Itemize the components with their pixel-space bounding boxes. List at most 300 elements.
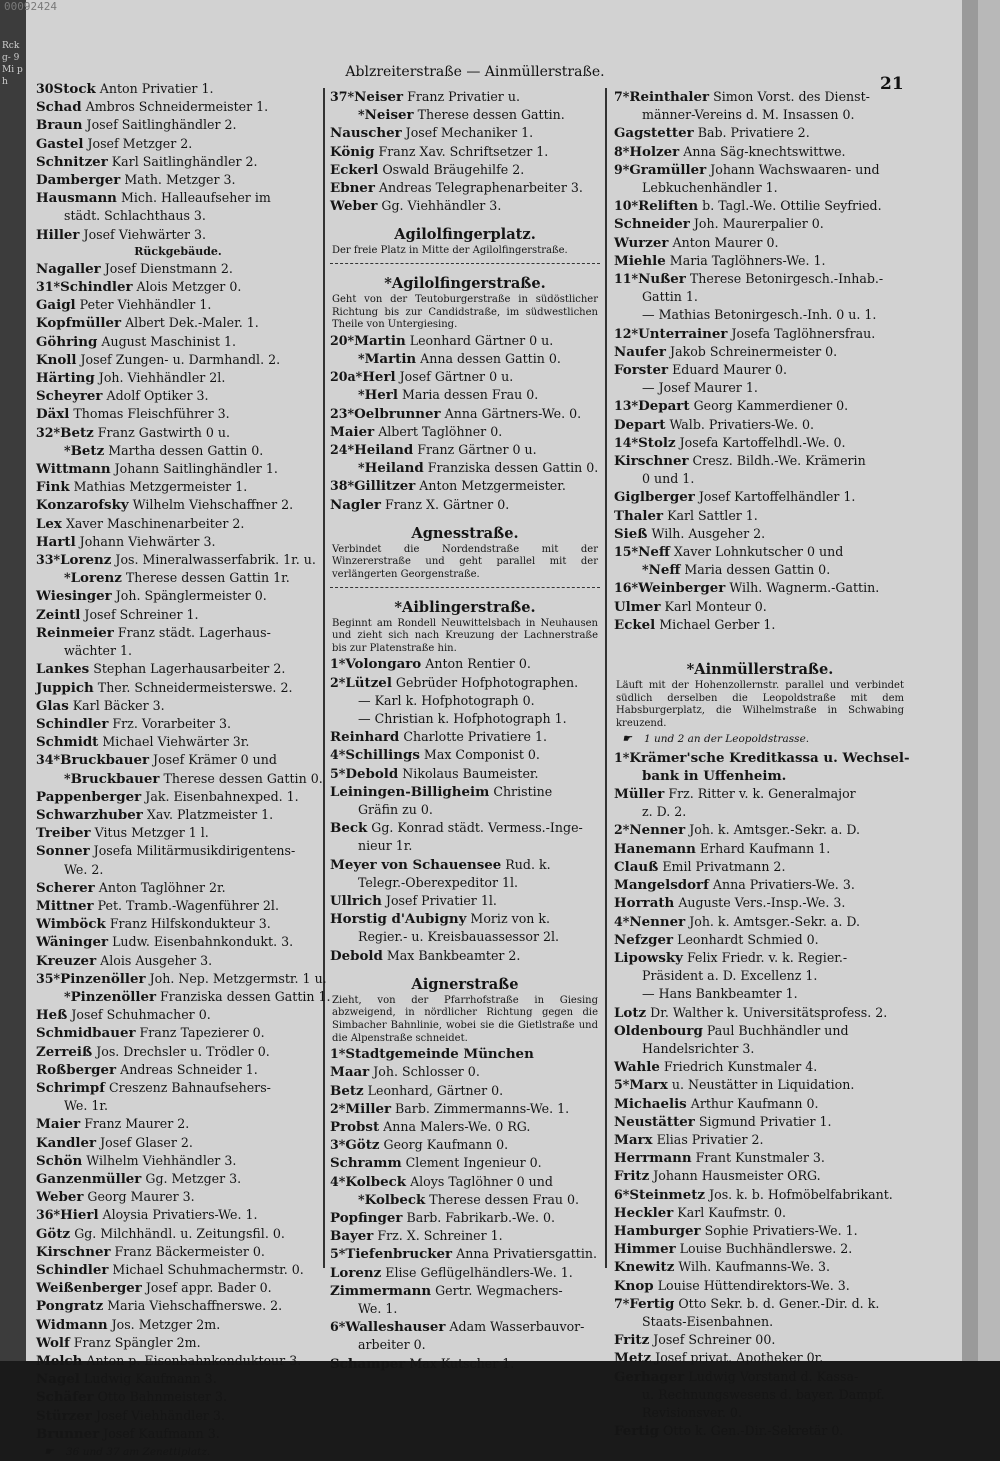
entry-surname: Schramm — [330, 1155, 402, 1172]
entry-details: Josef Krämer 0 und — [153, 752, 277, 768]
entry-details: Jos. Metzger 2m. — [111, 1316, 221, 1332]
entry-details: Joh. Nep. Metzgermstr. 1 u. — [149, 970, 327, 986]
entry-continuation: Regier.- u. Kreisbauassessor 2l. — [358, 929, 560, 945]
list-item — [36, 1024, 320, 1042]
entry-details: Therese dessen Frau 0. — [429, 1191, 580, 1207]
entry-surname: Neustätter — [614, 1113, 695, 1130]
list-item — [330, 1245, 600, 1263]
house-number: 7* — [614, 89, 630, 104]
list-item — [330, 1063, 600, 1081]
list-item — [330, 1282, 600, 1300]
house-number: 8* — [614, 143, 630, 159]
house-number: 35* — [36, 970, 61, 986]
list-item — [330, 1355, 600, 1373]
entry-surname: Götz — [345, 1137, 380, 1154]
list-item — [330, 746, 600, 764]
list-item — [614, 931, 906, 949]
entry-surname: Nußer — [638, 271, 686, 288]
entry-surname: Beck — [330, 820, 368, 837]
entry-continuation: We. 1. — [358, 1301, 398, 1317]
entry-surname: Neff — [648, 562, 681, 579]
entry-details: Therese dessen Gattin 0. — [163, 770, 323, 786]
entry-details: Georg Maurer 3. — [87, 1189, 195, 1205]
list-item — [614, 488, 906, 506]
list-item — [330, 441, 600, 459]
entry-details: Nikolaus Baumeister. — [402, 765, 539, 781]
list-item: — Karl k. Hofphotograph 0. — [358, 692, 535, 708]
entry-list — [614, 749, 910, 1441]
entry-surname: Heiland — [364, 460, 424, 477]
entry-surname: Naufer — [614, 343, 666, 360]
list-item — [614, 598, 906, 616]
house-number: 30 — [36, 81, 54, 96]
entry-details: Joh. Spänglermeister 0. — [115, 588, 267, 604]
entry-details: Jos. Mineralwasserfabrik. 1r. u. — [115, 552, 316, 568]
entry-details: Josef Schreiner 00. — [653, 1332, 776, 1348]
entry-list — [330, 88, 600, 215]
entry-surname: Himmer — [614, 1241, 676, 1258]
entry-surname: Lützel — [345, 674, 392, 691]
list-item — [614, 1149, 906, 1167]
list-item — [36, 515, 320, 533]
entry-continuation: nieur 1r. — [358, 838, 413, 854]
entry-details: Vitus Metzger 1 l. — [94, 825, 209, 841]
running-head: Ablzreiterstraße — Ainmüllerstraße. — [345, 64, 605, 80]
list-item — [36, 278, 320, 296]
list-item — [614, 361, 906, 379]
entry-details: Franz städt. Lagerhaus- — [117, 624, 271, 640]
list-item — [36, 424, 320, 442]
list-item — [330, 910, 600, 928]
entry-details: Walb. Privatiers-We. 0. — [669, 416, 815, 432]
entry-surname: Probst — [330, 1119, 380, 1136]
entry-surname: Schneider — [614, 216, 690, 233]
entry-surname: Hierl — [60, 1207, 99, 1224]
entry-surname: Damberger — [36, 172, 121, 189]
entry-surname: Zeintl — [36, 606, 81, 623]
entry-details: Johann Viehwärter 3. — [79, 533, 216, 549]
list-item — [330, 1264, 600, 1282]
entry-surname: Heiland — [354, 442, 414, 459]
entry-details: Anton Maurer 0. — [672, 234, 779, 250]
entry-details: Felix Friedr. v. k. Regier.- — [686, 949, 848, 965]
entry-details: Josef Privatier 1l. — [385, 893, 497, 909]
list-item — [614, 343, 906, 361]
entry-details: Franziska dessen Gattin 1. — [160, 988, 331, 1004]
list-item — [614, 543, 906, 561]
house-number: 20a* — [330, 369, 363, 385]
entry-surname: Kopfmüller — [36, 315, 122, 332]
entry-surname: Konzarofsky — [36, 497, 129, 514]
entry-surname: Fritz — [614, 1168, 650, 1185]
list-item — [36, 1152, 320, 1170]
entry-details: Adolf Optiker 3. — [106, 388, 209, 404]
list-item — [36, 478, 320, 496]
entry-details: Frz. X. Schreiner 1. — [377, 1228, 503, 1244]
section-heading-agilolfingerstrasse: *Agilolfingerstraße. — [384, 275, 546, 293]
entry-details: Gg. Konrad städt. Vermess.-Inge- — [371, 820, 583, 836]
entry-surname: Steinmetz — [629, 1186, 706, 1203]
list-item — [330, 947, 600, 965]
entry-continuation: Revisionsver. 0. — [642, 1404, 742, 1420]
entry-surname: Neff — [638, 544, 670, 561]
entry-surname: Schäfer — [36, 1389, 94, 1406]
entry-details: Anton p. Eisenbahnkondukteur 3. — [86, 1353, 302, 1369]
entry-surname: Walleshauser — [345, 1319, 446, 1336]
entry-surname: Depart — [614, 416, 666, 433]
house-number: 31* — [36, 279, 61, 295]
entry-surname: Wahle — [614, 1059, 660, 1076]
house-number: * — [358, 1191, 365, 1207]
list-item — [330, 655, 600, 673]
entry-surname: Neiser — [364, 107, 414, 124]
list-item — [614, 1258, 906, 1276]
list-item — [330, 1318, 600, 1336]
house-number: 5* — [614, 1077, 630, 1093]
entry-continuation: bank in Uffenheim. — [642, 767, 787, 784]
entry-surname: Maier — [330, 423, 375, 440]
list-item — [36, 551, 320, 569]
entry-details: Dr. Walther k. Universitätsprofess. 2. — [650, 1004, 888, 1020]
pointing-hand-icon: ☛ — [622, 732, 632, 746]
house-number: 24* — [330, 442, 355, 458]
entry-surname: Reinhard — [330, 729, 400, 746]
list-item — [614, 1277, 906, 1295]
list-item — [36, 1425, 320, 1443]
entry-details: Josef Glaser 2. — [100, 1134, 193, 1150]
list-item — [36, 897, 320, 915]
entry-details: Eduard Maurer 0. — [672, 362, 788, 378]
entry-details: Anna Gärtners-We. 0. — [444, 405, 582, 421]
entry-details: Anna dessen Gattin 0. — [420, 351, 561, 366]
entry-details: Josef Viehwärter 3. — [83, 226, 207, 242]
entry-continuation: Präsident a. D. Excellenz 1. — [642, 968, 818, 984]
list-item — [614, 1167, 906, 1185]
entry-surname: Gramüller — [629, 161, 707, 178]
list-item — [36, 751, 320, 769]
entry-surname: Schrimpf — [36, 1079, 105, 1096]
house-number: 14* — [614, 434, 639, 450]
list-item — [614, 215, 906, 233]
list-item — [36, 1279, 320, 1297]
list-item — [614, 1240, 906, 1258]
house-number: 38* — [330, 478, 355, 494]
entry-surname: Wiesinger — [36, 588, 112, 605]
entry-surname: Lorenz — [330, 1264, 382, 1281]
entry-details: Peter Viehhändler 1. — [79, 297, 212, 313]
entry-surname: Ganzenmüller — [36, 1170, 142, 1187]
entry-details: Alois Metzger 0. — [136, 279, 242, 295]
section-heading-aiblingerstrasse: *Aiblingerstraße. — [394, 598, 536, 616]
house-number: 37* — [330, 89, 355, 104]
house-number: * — [358, 387, 365, 403]
entry-surname: Gillitzer — [354, 478, 416, 495]
entry-continuation: Gattin 1. — [642, 289, 698, 305]
entry-surname: König — [330, 143, 375, 160]
entry-details: Frz. Ritter v. k. Generalmajor — [668, 786, 856, 802]
entry-details: Anna Säg-knechtswittwe. — [683, 143, 846, 159]
section-heading-agilolfingerplatz: Agilolfingerplatz. — [394, 226, 536, 244]
entry-surname: Gagstetter — [614, 125, 694, 142]
footnote — [36, 1443, 320, 1461]
entry-surname: Oldenbourg — [614, 1022, 703, 1039]
list-item — [36, 1370, 320, 1388]
entry-details: Josef Viehhändler 3. — [95, 1407, 225, 1423]
house-number: * — [64, 988, 71, 1004]
house-number: * — [64, 570, 71, 586]
entry-surname: Holzer — [629, 143, 680, 160]
entry-details: Josef Zungen- u. Darmhandl. 2. — [80, 351, 281, 367]
house-number: 34* — [36, 752, 61, 768]
entry-surname: Forster — [614, 362, 669, 379]
entry-surname: Hamburger — [614, 1222, 701, 1239]
entry-surname: Lorenz — [60, 552, 112, 569]
list-item — [330, 1154, 600, 1172]
entry-surname: Ebner — [330, 180, 375, 197]
list-item — [330, 1191, 600, 1209]
list-item — [614, 525, 906, 543]
list-item — [330, 332, 600, 350]
house-number: 23* — [330, 405, 355, 421]
entry-surname: Scheyrer — [36, 388, 103, 405]
entry-details: Barb. Zimmermanns-We. 1. — [395, 1100, 570, 1116]
entry-surname: Mittner — [36, 897, 94, 914]
entry-details: Sophie Privatiers-We. 1. — [704, 1222, 858, 1238]
entry-surname: Stolz — [638, 434, 676, 451]
list-item — [36, 587, 320, 605]
house-number: 1* — [614, 749, 630, 765]
house-number: 6* — [614, 1186, 630, 1202]
list-item — [330, 728, 600, 746]
entry-details: Max Kutscher 1. — [409, 1355, 515, 1371]
column-divider — [323, 88, 325, 1268]
entry-details: August Maschinist 1. — [101, 333, 237, 349]
entry-surname: Fertig — [629, 1295, 675, 1312]
entry-details: Franz Tapezierer 0. — [139, 1025, 265, 1041]
entry-details: Mathias Metzgermeister 1. — [73, 479, 248, 495]
list-item — [330, 106, 600, 124]
house-number: 2* — [330, 674, 346, 690]
entry-details: Joh. Viehhändler 2l. — [98, 370, 226, 386]
entry-details: Sigmund Privatier 1. — [698, 1113, 832, 1129]
entry-surname: Schillings — [345, 747, 420, 764]
entry-surname: Widmann — [36, 1316, 108, 1333]
entry-details: Frant Kunstmaler 3. — [695, 1150, 825, 1166]
entry-surname: Volongaro — [345, 656, 422, 673]
list-item — [614, 1422, 906, 1440]
entry-continuation: Handelsrichter 3. — [642, 1040, 755, 1056]
entry-continuation: wächter 1. — [64, 643, 133, 659]
entry-surname: Eckerl — [330, 161, 379, 178]
entry-details: Karl Sattler 1. — [667, 507, 758, 523]
entry-surname: Ulmer — [614, 598, 661, 615]
entry-surname: Weinberger — [638, 580, 726, 597]
house-number: 3* — [330, 1137, 346, 1153]
entry-details: Franz Spängler 2m. — [73, 1334, 201, 1350]
entry-details: Otto Sekr. b. d. Gener.-Dir. d. k. — [678, 1295, 880, 1311]
entry-details: Leonhardt Schmied 0. — [677, 931, 819, 947]
list-item — [36, 915, 320, 933]
entry-details: Anton Rentier 0. — [425, 656, 531, 672]
list-item — [614, 397, 906, 415]
entry-details: Math. Metzger 3. — [124, 172, 236, 188]
entry-surname: Heß — [36, 1007, 68, 1024]
entry-surname: Wurzer — [614, 234, 669, 251]
entry-surname: Maier — [36, 1116, 81, 1133]
entry-details: Franziska dessen Gattin 0. — [427, 460, 599, 476]
entry-details: Michael Gerber 1. — [659, 616, 776, 632]
entry-details: Erhard Kaufmann 1. — [699, 840, 831, 856]
house-number: 16* — [614, 580, 639, 596]
house-number: 12* — [614, 325, 639, 341]
entry-details: Georg Kammerdiener 0. — [693, 398, 849, 414]
entry-details: u. Neustätter in Liquidation. — [671, 1077, 855, 1093]
entry-details: Therese Betonirgesch.-Inhab.- — [689, 271, 884, 287]
list-item — [614, 1004, 906, 1022]
section-description: Zieht, von der Pfarrhofstraße in Giesing abzweigend, in nördlicher Richtung gegen die Simbacher Bahnlinie, wobei sie die Gietlstraße und die Alpenstraße schneidet. — [332, 994, 598, 1044]
list-item — [36, 1206, 320, 1224]
entry-details: Frz. Vorarbeiter 3. — [112, 715, 231, 731]
section-note: ☛ 1 und 2 an der Leopoldstrasse. — [614, 730, 906, 748]
entry-surname: Horstig d'Aubigny — [330, 911, 467, 928]
list-item — [614, 913, 906, 931]
list-item — [614, 1349, 906, 1367]
entry-details: Max Componist 0. — [423, 747, 540, 763]
house-number: * — [64, 442, 71, 458]
entry-details: Barb. Fabrikarb.-We. 0. — [406, 1210, 555, 1226]
entry-surname: Maar — [330, 1064, 370, 1081]
section-description: Läuft mit der Hohenzollernstr. parallel und verbindet südlich derselben die Leopoldstraße mit dem Habsburgerplatz, die Wilhelmstraße in Schwabing kreuzend. — [616, 680, 904, 729]
house-number: 5* — [330, 1246, 346, 1262]
entry-details: Clement Ingenieur 0. — [405, 1155, 542, 1171]
entry-details: Gg. Viehhändler 3. — [381, 198, 502, 214]
entry-details: Michael Schuhmachermstr. 0. — [112, 1262, 304, 1277]
column-middle — [330, 88, 600, 1373]
entry-surname: Reinthaler — [629, 89, 710, 105]
list-item — [614, 894, 906, 912]
entry-details: Franz Hilfskondukteur 3. — [109, 916, 271, 932]
list-item — [614, 161, 906, 179]
entry-continuation: 0 und 1. — [642, 471, 695, 487]
entry-surname: Schindler — [36, 1262, 109, 1278]
entry-surname: Betz — [330, 1082, 364, 1099]
entry-continuation: We. 2. — [64, 861, 104, 877]
entry-surname: Thaler — [614, 507, 664, 524]
entry-surname: Weißenberger — [36, 1280, 142, 1297]
entry-surname: Leiningen-Billigheim — [330, 783, 490, 800]
entry-surname: Kirschner — [614, 453, 689, 470]
list-item — [36, 733, 320, 751]
list-item — [330, 892, 600, 910]
list-item — [330, 1100, 600, 1118]
list-item — [614, 1076, 906, 1094]
list-item — [36, 80, 320, 98]
list-item — [614, 416, 906, 434]
entry-surname: Hanemann — [614, 840, 696, 857]
entry-surname: Tiefenbrucker — [345, 1246, 453, 1263]
list-item — [36, 369, 320, 387]
list-item — [36, 1006, 320, 1024]
entry-details: Gertr. Wegmachers- — [435, 1282, 563, 1298]
entry-details: Simon Vorst. des Dienst- — [713, 89, 870, 104]
entry-surname: Nefzger — [614, 931, 674, 948]
list-item — [614, 1204, 906, 1222]
house-number: 1* — [330, 656, 346, 672]
entry-details: Josefa Taglöhnersfrau. — [731, 325, 876, 341]
entry-details: Andreas Telegraphenarbeiter 3. — [378, 180, 583, 196]
entry-surname: Meyer von Schauensee — [330, 856, 502, 873]
entry-details: Joh. k. Amtsger.-Sekr. a. D. — [689, 822, 861, 838]
entry-surname: Herl — [362, 369, 396, 386]
house-number: 5* — [330, 765, 346, 781]
entry-surname: Scherer — [36, 879, 95, 896]
list-item — [36, 1297, 320, 1315]
house-number: 32* — [36, 424, 61, 440]
entry-surname: Schön — [36, 1152, 83, 1169]
entry-details: Cresz. Bildh.-We. Krämerin — [692, 453, 866, 469]
entry-list — [330, 332, 600, 514]
list-item — [330, 405, 600, 423]
section-heading-ainmuellerstrasse: *Ainmüllerstraße. — [686, 661, 834, 679]
entry-surname: Stürzer — [36, 1407, 92, 1424]
list-item — [330, 386, 600, 404]
entry-details: Gg. Metzger 3. — [145, 1170, 242, 1186]
entry-surname: Michaelis — [614, 1095, 687, 1112]
entry-surname: Giglberger — [614, 489, 695, 506]
list-item — [36, 1043, 320, 1061]
entry-surname: Glas — [36, 697, 69, 714]
list-item — [36, 1225, 320, 1243]
list-item — [36, 1134, 320, 1152]
entry-surname: Schnitzer — [36, 153, 108, 170]
entry-details: Gg. Milchhändl. u. Zeitungsfil. 0. — [74, 1225, 285, 1241]
list-item — [330, 143, 600, 161]
entry-surname: Lorenz — [70, 570, 122, 587]
entry-surname: Debold — [345, 765, 399, 782]
entry-surname: Kolbeck — [364, 1191, 426, 1208]
entry-surname: Pinzenöller — [70, 988, 157, 1005]
adjacent-page-text: Rckg- 9 Mi ph — [2, 41, 23, 87]
list-item — [330, 459, 600, 477]
entry-details: Ludwig Kaufmann 3. — [83, 1371, 217, 1387]
entry-surname: Fritz — [614, 1332, 650, 1349]
entry-details: Gebrüder Hofphotographen. — [395, 674, 579, 690]
footnote-text: 36 und 37 am Zenettiplatz. — [66, 1446, 211, 1459]
entry-list — [330, 655, 600, 964]
list-item — [36, 405, 320, 423]
house-number: 11* — [614, 271, 639, 287]
list-item — [36, 1079, 320, 1097]
list-item — [36, 952, 320, 970]
entry-surname: Wolf — [36, 1334, 70, 1351]
entry-surname: Göhring — [36, 333, 98, 350]
list-item — [36, 1334, 320, 1352]
entry-surname: Pinzenöller — [60, 970, 146, 987]
list-item — [36, 116, 320, 134]
entry-surname: Knoll — [36, 351, 77, 368]
entry-details: Ther. Schneidermeisterswe. 2. — [97, 679, 293, 695]
entry-details: Josef Schuhmacher 0. — [71, 1007, 211, 1023]
list-item — [36, 171, 320, 189]
entry-details: Josef appr. Bader 0. — [145, 1280, 272, 1296]
entry-details: Maria Viehschaffnerswe. 2. — [107, 1298, 283, 1314]
entry-details: Wilh. Ausgeher 2. — [651, 525, 766, 541]
entry-details: Moriz von k. — [470, 911, 551, 927]
entry-details: Xaver Lohnkutscher 0 und — [673, 544, 844, 560]
house-number: 6* — [330, 1319, 346, 1335]
list-item — [614, 197, 906, 215]
entry-surname: Pappenberger — [36, 788, 142, 805]
